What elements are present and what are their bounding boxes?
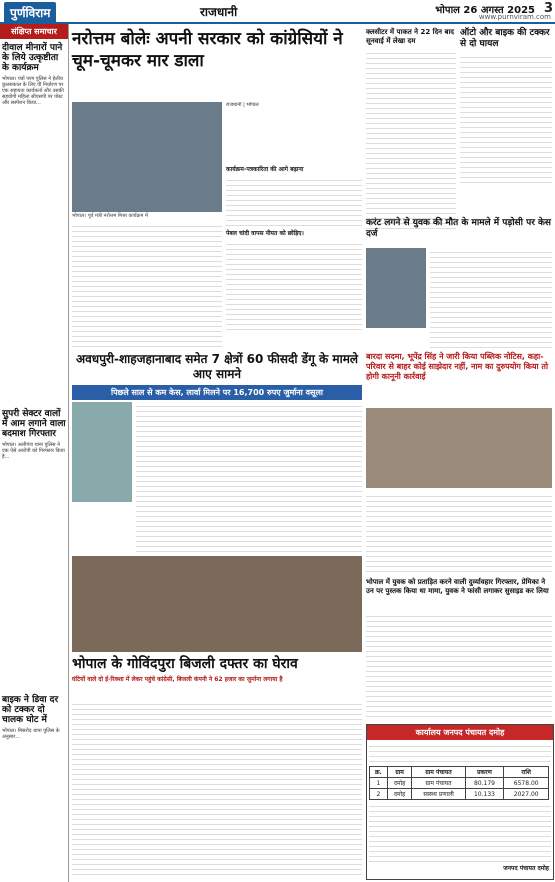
table-cell: ग्राम पंचायत <box>412 778 465 789</box>
top-story-sub-1: कार्यक्रम-पत्रकारिता की आगे बढ़ाना <box>226 166 304 173</box>
brief-text-2: भोपाल। अलीगंज थाना पुलिस ने एक ऐसे आरोपी को गिरफ्तार किया है... <box>2 442 65 460</box>
notice-col-header: प्रकरण <box>465 767 504 778</box>
right-story-3 <box>366 218 552 240</box>
govindpura-text <box>72 700 362 878</box>
top-story-byline: राजधानी | भोपाल <box>226 102 259 108</box>
brief-headline-3: बाइक ने डिवा दर को टक्कर दो चालक घोट में <box>2 695 59 725</box>
right-story-1-headline: क्लसीटर में पाकत ने 22 दिन बाद सूनवाई में लेखा दम <box>366 28 455 45</box>
notice-intro-text <box>369 742 551 764</box>
right-story-2 <box>460 28 552 183</box>
dengue-photo <box>72 402 132 502</box>
notice-footer: जनपद पंचायत दमोह <box>503 865 549 872</box>
table-cell: स्वस्थ्य प्रणाली <box>412 789 465 800</box>
table-cell: 80.179 <box>465 778 504 789</box>
right-story-2-text <box>460 53 552 183</box>
section-title: राजधानी <box>200 5 238 19</box>
notice-table <box>369 766 549 800</box>
brief-text-3: भोपाल। मिसरोद थाना पुलिस के अनुसार... <box>2 728 60 740</box>
bardai-story <box>366 352 552 382</box>
website-url[interactable]: www.purnviram.com <box>478 13 551 21</box>
govindpura-story <box>72 656 362 683</box>
protest-photo <box>72 556 362 652</box>
top-story-text-lines-2 <box>226 240 362 330</box>
masthead-bar <box>0 0 555 24</box>
right-story-3-photo <box>366 248 426 328</box>
top-story-caption: भोपाल। पूर्व मंत्री नरोत्तम मिश्रा कार्यक्रम में <box>72 213 148 219</box>
right-story-3-text <box>430 248 552 348</box>
suicide-headline: भोपाल में युवक को प्रताड़ित करने वाली दुर्व्यावहार गिरफ्तार, प्रेमिका ने उन पर पुस्तक किया था मामा, युवक ने फांसी लगाकर सुसाइड कर लिया <box>366 578 549 595</box>
right-story-3-headline: करंट लगने से युवक की मौत के मामले में पड़ोसी पर केस दर्ज <box>366 218 552 239</box>
notice-title: कार्यालय जनपद पंचायत दमोह <box>367 725 553 740</box>
table-cell: 2027.00 <box>504 789 549 800</box>
table-cell: 10.133 <box>465 789 504 800</box>
table-cell: दमोह <box>387 789 412 800</box>
table-cell: 1 <box>370 778 388 789</box>
govindpura-headline: भोपाल के गोविंदपुरा बिजली दफ्तर का घेराव <box>72 656 298 672</box>
bardai-headline: बारदा सदमा, भूपेंद्र सिंह ने जारी किया पब्लिक नोटिस, कहा- परिवार से बाहर कोई साझेदार नहीं, नाम का दुरुपयोग किया तो होगी कानूनी कार्रवाई <box>366 352 549 381</box>
top-story-text-lines <box>226 176 362 226</box>
right-story-2-headline: ऑटो और बाइक की टक्कर से दो घायल <box>460 28 550 49</box>
panchayat-notice <box>366 724 554 880</box>
brief-news-banner: संक्षिप्त समाचार <box>0 24 68 39</box>
suicide-story <box>366 578 552 596</box>
govindpura-subhead: घंटियों वाले दो ई-रिक्शा में लेकर पहुंचे कांग्रेसी, बिजली कंपनी ने 62 हजार का जुर्माना लगाया है <box>72 676 283 683</box>
notice-col-header: ग्राम <box>387 767 412 778</box>
table-row <box>370 778 549 789</box>
dengue-headline: अवधपुरी-शाहजहानाबाद समेत 7 क्षेत्रों 60 फीसदी डेंगू के मामले आए सामने <box>75 352 359 381</box>
dengue-subbar: पिछले साल से कम केस, लार्वा मिलने पर 16,700 रुपए जुर्माना वसूला <box>72 385 362 400</box>
top-story-sub-2: पेबल चांदी वापस नीयत को छोड़िए। <box>226 230 304 237</box>
top-story-photo <box>72 102 222 212</box>
left-news-column <box>0 24 69 882</box>
dengue-text <box>136 402 362 552</box>
suicide-text <box>366 612 552 720</box>
table-cell: 6578.00 <box>504 778 549 789</box>
brief-headline-2: सुपरी सेक्टर वालों में आम लगाने वाला बदमाश गिरफ्तार <box>2 409 66 439</box>
table-cell: 2 <box>370 789 388 800</box>
page-number: 3 <box>543 1 553 16</box>
bardai-photo <box>366 408 552 488</box>
brief-text-1: भोपाल। पत्रों परम पुलिस ने हेलीय कुलसकाल के लिए वी निर्धारण पर एक सहायता कार्यकर्ता और उसकी सहयोगी महिला सीएसपी पर पोस्ट और सस्पेंशन किया... <box>2 76 64 106</box>
top-story-left-text <box>72 222 222 347</box>
dengue-story <box>72 352 362 400</box>
table-cell: दमोह <box>387 778 412 789</box>
notice-col-header: क्र. <box>370 767 388 778</box>
issue-date: भोपाल 26 अगस्त 2025 <box>435 5 535 16</box>
table-row <box>370 789 549 800</box>
notice-col-header: ग्राम पंचायत <box>412 767 465 778</box>
right-story-1 <box>366 28 456 229</box>
brief-headline-1: दीवाल मीनारों पाने के लिये उत्कृष्टीता के कार्यक्रम <box>2 43 63 73</box>
notice-terms-text <box>369 802 551 862</box>
right-story-1-text <box>366 49 456 229</box>
newspaper-name: पुर्णविराम <box>4 2 56 23</box>
top-story-body <box>226 102 362 347</box>
top-story-headline-block <box>72 28 362 98</box>
top-story-headline: नरोत्तम बोलेः अपनी सरकार को कांग्रेसियों ने चूम-चूमकर मार डाला <box>72 29 343 71</box>
bardai-text <box>366 492 552 572</box>
notice-col-header: राशि <box>504 767 549 778</box>
